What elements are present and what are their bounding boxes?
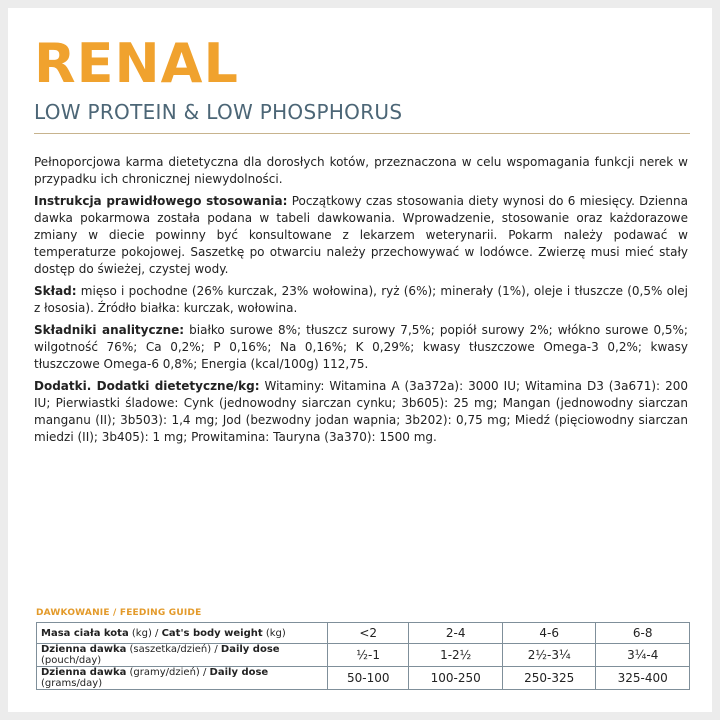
- composition-label: Skład:: [34, 284, 77, 298]
- additives-text: Witaminy: Witamina A (3a372a): 3000 IU; Witamina D3 (3a671): 200 IU; Pierwiastki śladowe: Cynk (jednowodny siarczan cynku; 3b605): 25 mg; Mangan (jednowodny siarczan manganu (II); 3b503): 1,4 mg; Jod (bezwodny jodan wapnia; 3b202): 0,75 mg; Miedź (pięciowodny siarczan miedzi (II); 3b405): 1 mg; Prowitamina: Tauryna (3a370): 1500 mg.: [34, 379, 688, 444]
- table-cell: 1-2½: [409, 644, 503, 667]
- feeding-guide-table: [36, 622, 690, 690]
- product-title: RENAL: [34, 32, 239, 95]
- table-cell: 3¼-4: [596, 644, 690, 667]
- table-row: [37, 667, 690, 690]
- table-cell: 2-4: [409, 623, 503, 644]
- product-subtitle: LOW PROTEIN & LOW PHOSPHORUS: [34, 100, 403, 124]
- composition-text: mięso i pochodne (26% kurczak, 23% wołowina), ryż (6%); minerały (1%), oleje i tłuszcze (0,5% olej z łososia). Źródło białka: kurczak, wołowina.: [34, 284, 688, 315]
- analytical-text: białko surowe 8%; tłuszcz surowy 7,5%; popiół surowy 2%; włókno surowe 0,5%; wilgotność 76%; Ca 0,2%; P 0,16%; Na 0,16%; K 0,29%; kwasy tłuszczowe Omega-3 0,2%; kwasy tłuszczowe Omega-6 0,8%; Energia (kcal/100g) 112,75.: [34, 323, 688, 371]
- instructions-text: Początkowy czas stosowania diety wynosi do 6 miesięcy. Dzienna dawka pokarmowa została podana w tabeli dawkowania. Wprowadzenie, stosowanie oraz każdorazowe zmiany w diecie powinny być konsultowane z lekarzem weterynarii. Pokarm należy podawać w temperaturze pokojowej. Saszetkę po otwarciu należy przechowywać w lodówce. Zwierzę musi mieć stały dostęp do świeżej, czystej wody.: [34, 194, 688, 276]
- table-cell: 4-6: [502, 623, 596, 644]
- description-block: [34, 154, 688, 451]
- analytical-label: Składniki analityczne:: [34, 323, 185, 337]
- table-cell: ½-1: [328, 644, 409, 667]
- row-label-daily-dose-pouch: Dzienna dawka (saszetka/dzień) / Daily dose (pouch/day): [37, 644, 328, 667]
- instructions-paragraph: [34, 193, 688, 278]
- product-label-card: [8, 8, 712, 712]
- table-cell: 50-100: [328, 667, 409, 690]
- table-cell: 100-250: [409, 667, 503, 690]
- feeding-guide-label: DAWKOWANIE / FEEDING GUIDE: [36, 608, 202, 618]
- table-cell: 6-8: [596, 623, 690, 644]
- additives-paragraph: [34, 378, 688, 446]
- intro-paragraph: Pełnoporcjowa karma dietetyczna dla dorosłych kotów, przeznaczona w celu wspomagania funkcji nerek w przypadku ich chronicznej niewydolności.: [34, 155, 688, 186]
- table-row: [37, 644, 690, 667]
- table-cell: 2½-3¼: [502, 644, 596, 667]
- row-label-body-weight: Masa ciała kota (kg) / Cat's body weight (kg): [37, 623, 328, 644]
- analytical-paragraph: [34, 322, 688, 373]
- instructions-label: Instrukcja prawidłowego stosowania:: [34, 194, 288, 208]
- table-row: [37, 623, 690, 644]
- table-cell: <2: [328, 623, 409, 644]
- additives-label: Dodatki. Dodatki dietetyczne/kg:: [34, 379, 260, 393]
- composition-paragraph: [34, 283, 688, 317]
- table-cell: 325-400: [596, 667, 690, 690]
- divider: [34, 133, 690, 134]
- table-cell: 250-325: [502, 667, 596, 690]
- row-label-daily-dose-grams: Dzienna dawka (gramy/dzień) / Daily dose (grams/day): [37, 667, 328, 690]
